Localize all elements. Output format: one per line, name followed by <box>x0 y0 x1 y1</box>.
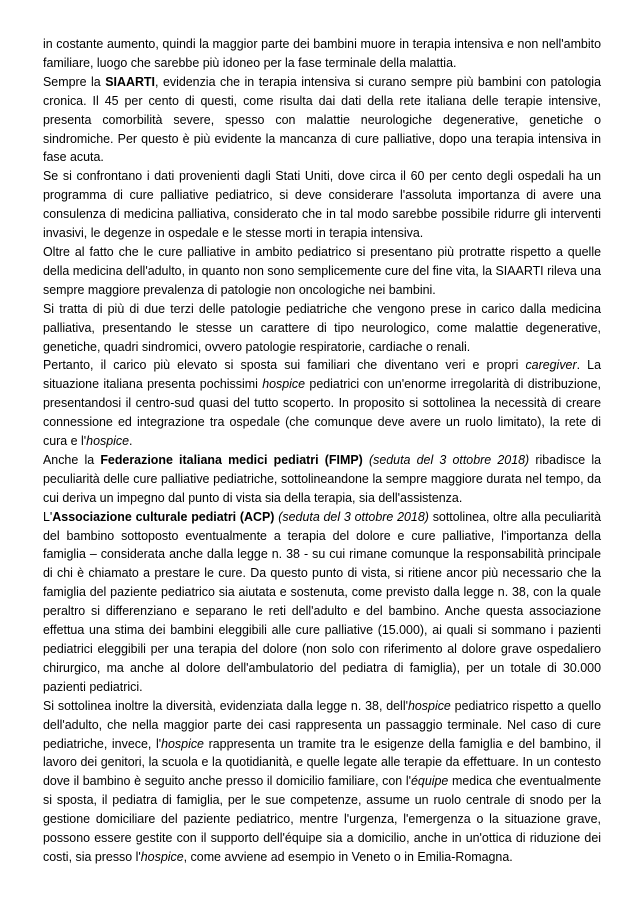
bold-text: SIAARTI <box>105 74 155 89</box>
document-page <box>43 35 601 867</box>
paragraph <box>43 167 601 243</box>
paragraph <box>43 356 601 451</box>
italic-text: hospice <box>86 434 130 449</box>
italic-text: hospice <box>140 849 184 864</box>
bold-text: Federazione italiana medici pediatri (FIMP) <box>100 452 363 467</box>
text-run: in costante aumento, quindi la maggior parte dei bambini muore in terapia intensiva e non nell'ambito familiare, luogo che sarebbe più idoneo per la fase terminale della malattia. <box>43 37 601 70</box>
italic-text: (seduta del 3 ottobre 2018) <box>278 509 429 524</box>
text-run: , evidenzia che in terapia intensiva si curano sempre più bambini con patologia cronica. Il 45 per cento di questi, come risulta dai dati della rete italiana delle terapie intensive, presenta comorbilità severe, spesso con malattie neurologiche degenerative, genetiche o sindromiche. Per questo è più evidente la mancanza di cure palliative, dopo una terapia intensiva in fase acuta. <box>43 74 601 165</box>
text-run: Anche la <box>43 452 101 467</box>
text-run: pediatrico rispetto a quello dell'adulto, che nella maggior parte dei casi rappresenta un passaggio terminale. Nel caso di cure pediatriche, invece, l' <box>43 698 601 751</box>
text-run: medica che eventualmente si sposta, il pediatra di famiglia, per le sue competenze, assume un ruolo centrale di snodo per la gestione domiciliare del paziente pediatrico, mentre l'urgenza, l'emergenza o la situazione grave, possono essere gestite con il supporto dell'équipe sia a domicilio, anche in un'ottica di riduzione dei costi, sia presso l' <box>43 774 602 864</box>
text-run: . <box>129 434 133 449</box>
text-run: L' <box>43 509 53 524</box>
paragraph <box>43 35 601 73</box>
italic-text: (seduta del 3 ottobre 2018) <box>368 452 530 467</box>
paragraph <box>43 508 601 697</box>
italic-text: équipe <box>411 774 449 789</box>
text-run: , come avviene ad esempio in Veneto o in Emilia-Romagna. <box>183 849 513 864</box>
bold-text: Associazione culturale pediatri (ACP) <box>52 509 275 524</box>
text-run: Pertanto, il carico più elevato si sposta sui familiari che diventano veri e propri <box>43 358 526 373</box>
italic-text: hospice <box>262 377 306 392</box>
text-run: rappresenta un tramite tra le esigenze della famiglia e del bambino, il lavoro dei genitori, la scuola e la quotidianità, e quelle legate alle terapie da effettuare. In un contesto dove il bambino è seguito anche presso il domicilio familiare, con l' <box>43 736 601 789</box>
text-run: sottolinea, oltre alla peculiarità del bambino sottoposto eventualmente a terapia del dolore e cure palliative, l'importanza della famiglia – considerata anche dalla legge n. 38 - su cui rimane comunque la responsabilità principale di chi è chiamato a prestare le cure. Da questo punto di vista, si ritiene ancor più necessario che la famiglia del paziente pediatrico sia aiutata e sostenuta, come previsto dalla legge n. 38, con la quale peraltro si differenziano e separano le reti dell'adulto e del bambino. Anche questa associazione effettua una stima dei bambini eleggibili alle cure palliative (15.000), ai quali si sommano i pazienti pediatrici eleggibili per una terapia del dolore (non solo con riferimento al dolore grave ospedaliero chirurgico, ma anche al dolore dell'ambulatorio del pediatra di famiglia), per un totale di 30.000 pazienti pediatrici. <box>43 509 601 694</box>
text-run: Sempre la <box>43 74 106 89</box>
italic-text: hospice <box>161 736 204 751</box>
text-run: Se si confrontano i dati provenienti dagli Stati Uniti, dove circa il 60 per cento degli ospedali ha un programma di cure palliative pediatrico, si deve considerare l'assoluta importanza di avere una consulenza di medicina palliativa, considerato che in tal modo sarebbe possibile ridurre gli interventi invasivi, le degenze in ospedale e le stesse morti in terapia intensiva. <box>43 169 601 241</box>
paragraph <box>43 73 601 168</box>
text-run: Si sottolinea inoltre la diversità, evidenziata dalla legge n. 38, dell' <box>43 698 408 713</box>
paragraph <box>43 243 601 300</box>
paragraph <box>43 300 601 357</box>
italic-text: caregiver <box>525 358 577 373</box>
text-run: ribadisce la peculiarità delle cure palliative pediatriche, sottolineandone la sempre maggiore durata nel tempo, da cui deriva un impegno dal punto di vista sia della terapia, sia dell'assistenza. <box>43 452 601 505</box>
text-run: pediatrici con un'enorme irregolarità di distribuzione, presentandosi il centro-sud quasi del tutto scoperto. In proposito si sottolinea la necessità di creare connessione ed integrazione tra ospedale (che comunque deve avere un ruolo limitato), la rete di cura e l' <box>43 377 601 449</box>
text-run: Si tratta di più di due terzi delle patologie pediatriche che vengono prese in carico dalla medicina palliativa, presentando le stesse un carattere di tipo neurologico, come malattie degenerative, genetiche, quadri sindromici, ovvero patologie respiratorie, cardiache o renali. <box>43 301 601 354</box>
paragraph <box>43 451 601 508</box>
italic-text: hospice <box>407 698 451 713</box>
text-run: Oltre al fatto che le cure palliative in ambito pediatrico si presentano più protratte rispetto a quelle della medicina dell'adulto, in quanto non sono semplicemente cure del fine vita, la SIAARTI rileva una sempre maggiore prevalenza di patologie non oncologiche nei bambini. <box>43 244 602 297</box>
paragraph <box>43 697 601 867</box>
text-run: . La situazione italiana presenta pochissimi <box>43 358 601 392</box>
